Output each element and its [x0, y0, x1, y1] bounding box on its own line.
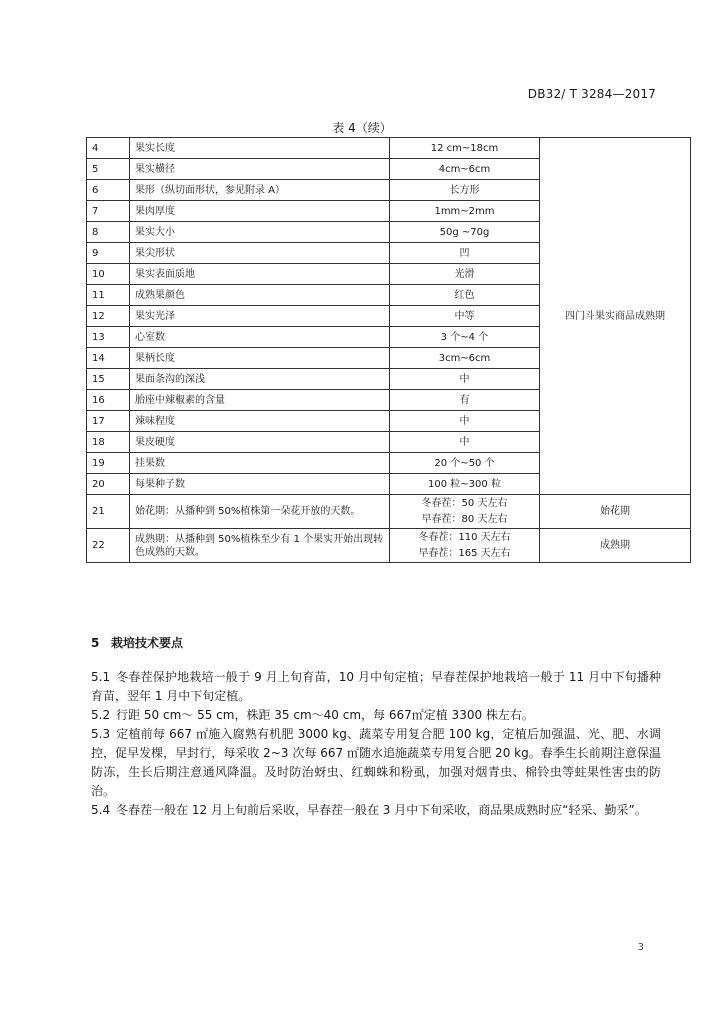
row-value: 20 个~50 个	[390, 453, 540, 474]
row-number: 13	[87, 327, 130, 348]
row-value: 中	[390, 411, 540, 432]
row-value: 4cm~6cm	[390, 159, 540, 180]
cultivation-paragraphs	[91, 668, 661, 820]
value-line-winter: 冬春茬：50 天左右	[421, 497, 508, 509]
row-number: 7	[87, 201, 130, 222]
row-item: 胎座中辣椒素的含量	[130, 390, 390, 411]
row-item: 果实光泽	[130, 306, 390, 327]
row-number: 9	[87, 243, 130, 264]
value-line-spring: 早春茬：165 天左右	[418, 547, 511, 559]
row-value: 中	[390, 369, 540, 390]
row-number: 8	[87, 222, 130, 243]
row-item: 挂果数	[130, 453, 390, 474]
row-value: 凹	[390, 243, 540, 264]
row-number: 5	[87, 159, 130, 180]
row-item: 始花期：从播种到 50%植株第一朵花开放的天数。	[130, 495, 390, 529]
row-value: 中等	[390, 306, 540, 327]
row-stage: 始花期	[540, 495, 691, 529]
row-item: 果实长度	[130, 138, 390, 159]
page-number: 3	[637, 942, 644, 953]
row-value: 光滑	[390, 264, 540, 285]
row-number: 20	[87, 474, 130, 495]
row-value: 50g ~70g	[390, 222, 540, 243]
row-stage: 成熟期	[540, 529, 691, 563]
row-item: 成熟果颜色	[130, 285, 390, 306]
clause-paragraph	[91, 801, 661, 820]
row-item: 果实横径	[130, 159, 390, 180]
table-row	[87, 138, 691, 159]
row-item: 果尖形状	[130, 243, 390, 264]
row-number: 14	[87, 348, 130, 369]
value-line-winter: 冬春茬：110 天左右	[418, 531, 511, 543]
row-value: 中	[390, 432, 540, 453]
row-number: 10	[87, 264, 130, 285]
row-value: 有	[390, 390, 540, 411]
row-item: 每果种子数	[130, 474, 390, 495]
row-item: 辣味程度	[130, 411, 390, 432]
row-item: 果形（纵切面形状，参见附录 A）	[130, 180, 390, 201]
trait-table-body	[87, 138, 691, 563]
row-number: 6	[87, 180, 130, 201]
clause-text: 冬春茬保护地栽培一般于 9 月上旬育苗，10 月中旬定植；早春茬保护地栽培一般于 11 月中下旬播种育苗，翌年 1 月中下旬定植。	[91, 670, 661, 703]
clause-number: 5.1	[91, 670, 111, 684]
table-title: 表 4（续）	[332, 121, 392, 135]
row-value	[390, 495, 540, 529]
section-number: 5	[91, 636, 100, 650]
trait-table	[86, 137, 691, 563]
row-number: 21	[87, 495, 130, 529]
clause-number: 5.3	[91, 727, 111, 741]
row-value: 长方形	[390, 180, 540, 201]
row-item: 果肉厚度	[130, 201, 390, 222]
value-line-spring: 早春茬：80 天左右	[421, 513, 508, 525]
row-number: 12	[87, 306, 130, 327]
clause-text: 冬春茬一般在 12 月上旬前后采收，早春茬一般在 3 月中下旬采收，商品果成熟时应“轻采、勤采”。	[116, 803, 647, 817]
clause-paragraph	[91, 706, 661, 725]
row-value: 3 个~4 个	[390, 327, 540, 348]
row-number: 22	[87, 529, 130, 563]
row-item: 果皮硬度	[130, 432, 390, 453]
clause-paragraph	[91, 725, 661, 801]
clause-number: 5.2	[91, 708, 111, 722]
clause-text: 定植前每 667 ㎡施入腐熟有机肥 3000 kg、蔬菜专用复合肥 100 kg，定植后加强温、光、肥、水调控，促早发棵，早封行，每采收 2~3 次每 667 ㎡随水追施蔬菜专用复合肥 20 kg。春季生长前期注意保温防冻，生长后期注意通风降温。及时防治蚜虫、红蜘蛛和粉虱，加强对烟青虫、棉铃虫等蛀果性害虫的防治。	[91, 727, 661, 798]
row-item: 果实表面质地	[130, 264, 390, 285]
merged-stage-cell: 四门斗果实商品成熟期	[540, 138, 691, 495]
row-value: 红色	[390, 285, 540, 306]
row-number: 4	[87, 138, 130, 159]
row-value: 12 cm~18cm	[390, 138, 540, 159]
document-code: DB32/ T 3284—2017	[527, 87, 656, 101]
section-heading	[91, 634, 183, 651]
row-value: 3cm~6cm	[390, 348, 540, 369]
row-number: 19	[87, 453, 130, 474]
row-number: 16	[87, 390, 130, 411]
row-item: 心室数	[130, 327, 390, 348]
section-title: 栽培技术要点	[111, 636, 184, 650]
row-value: 1mm~2mm	[390, 201, 540, 222]
clause-paragraph	[91, 668, 661, 706]
row-item: 果柄长度	[130, 348, 390, 369]
row-value	[390, 529, 540, 563]
clause-text: 行距 50 cm～ 55 cm，株距 35 cm～40 cm，每 667㎡定植 3300 株左右。	[116, 708, 534, 722]
row-value: 100 粒~300 粒	[390, 474, 540, 495]
row-item: 果面条沟的深浅	[130, 369, 390, 390]
clause-number: 5.4	[91, 803, 111, 817]
row-item: 果实大小	[130, 222, 390, 243]
row-number: 15	[87, 369, 130, 390]
row-number: 18	[87, 432, 130, 453]
table-row-21	[87, 495, 691, 529]
table-row-22	[87, 529, 691, 563]
row-number: 11	[87, 285, 130, 306]
row-item: 成熟期：从播种到 50%植株至少有 1 个果实开始出现转色成熟的天数。	[130, 529, 390, 563]
row-number: 17	[87, 411, 130, 432]
